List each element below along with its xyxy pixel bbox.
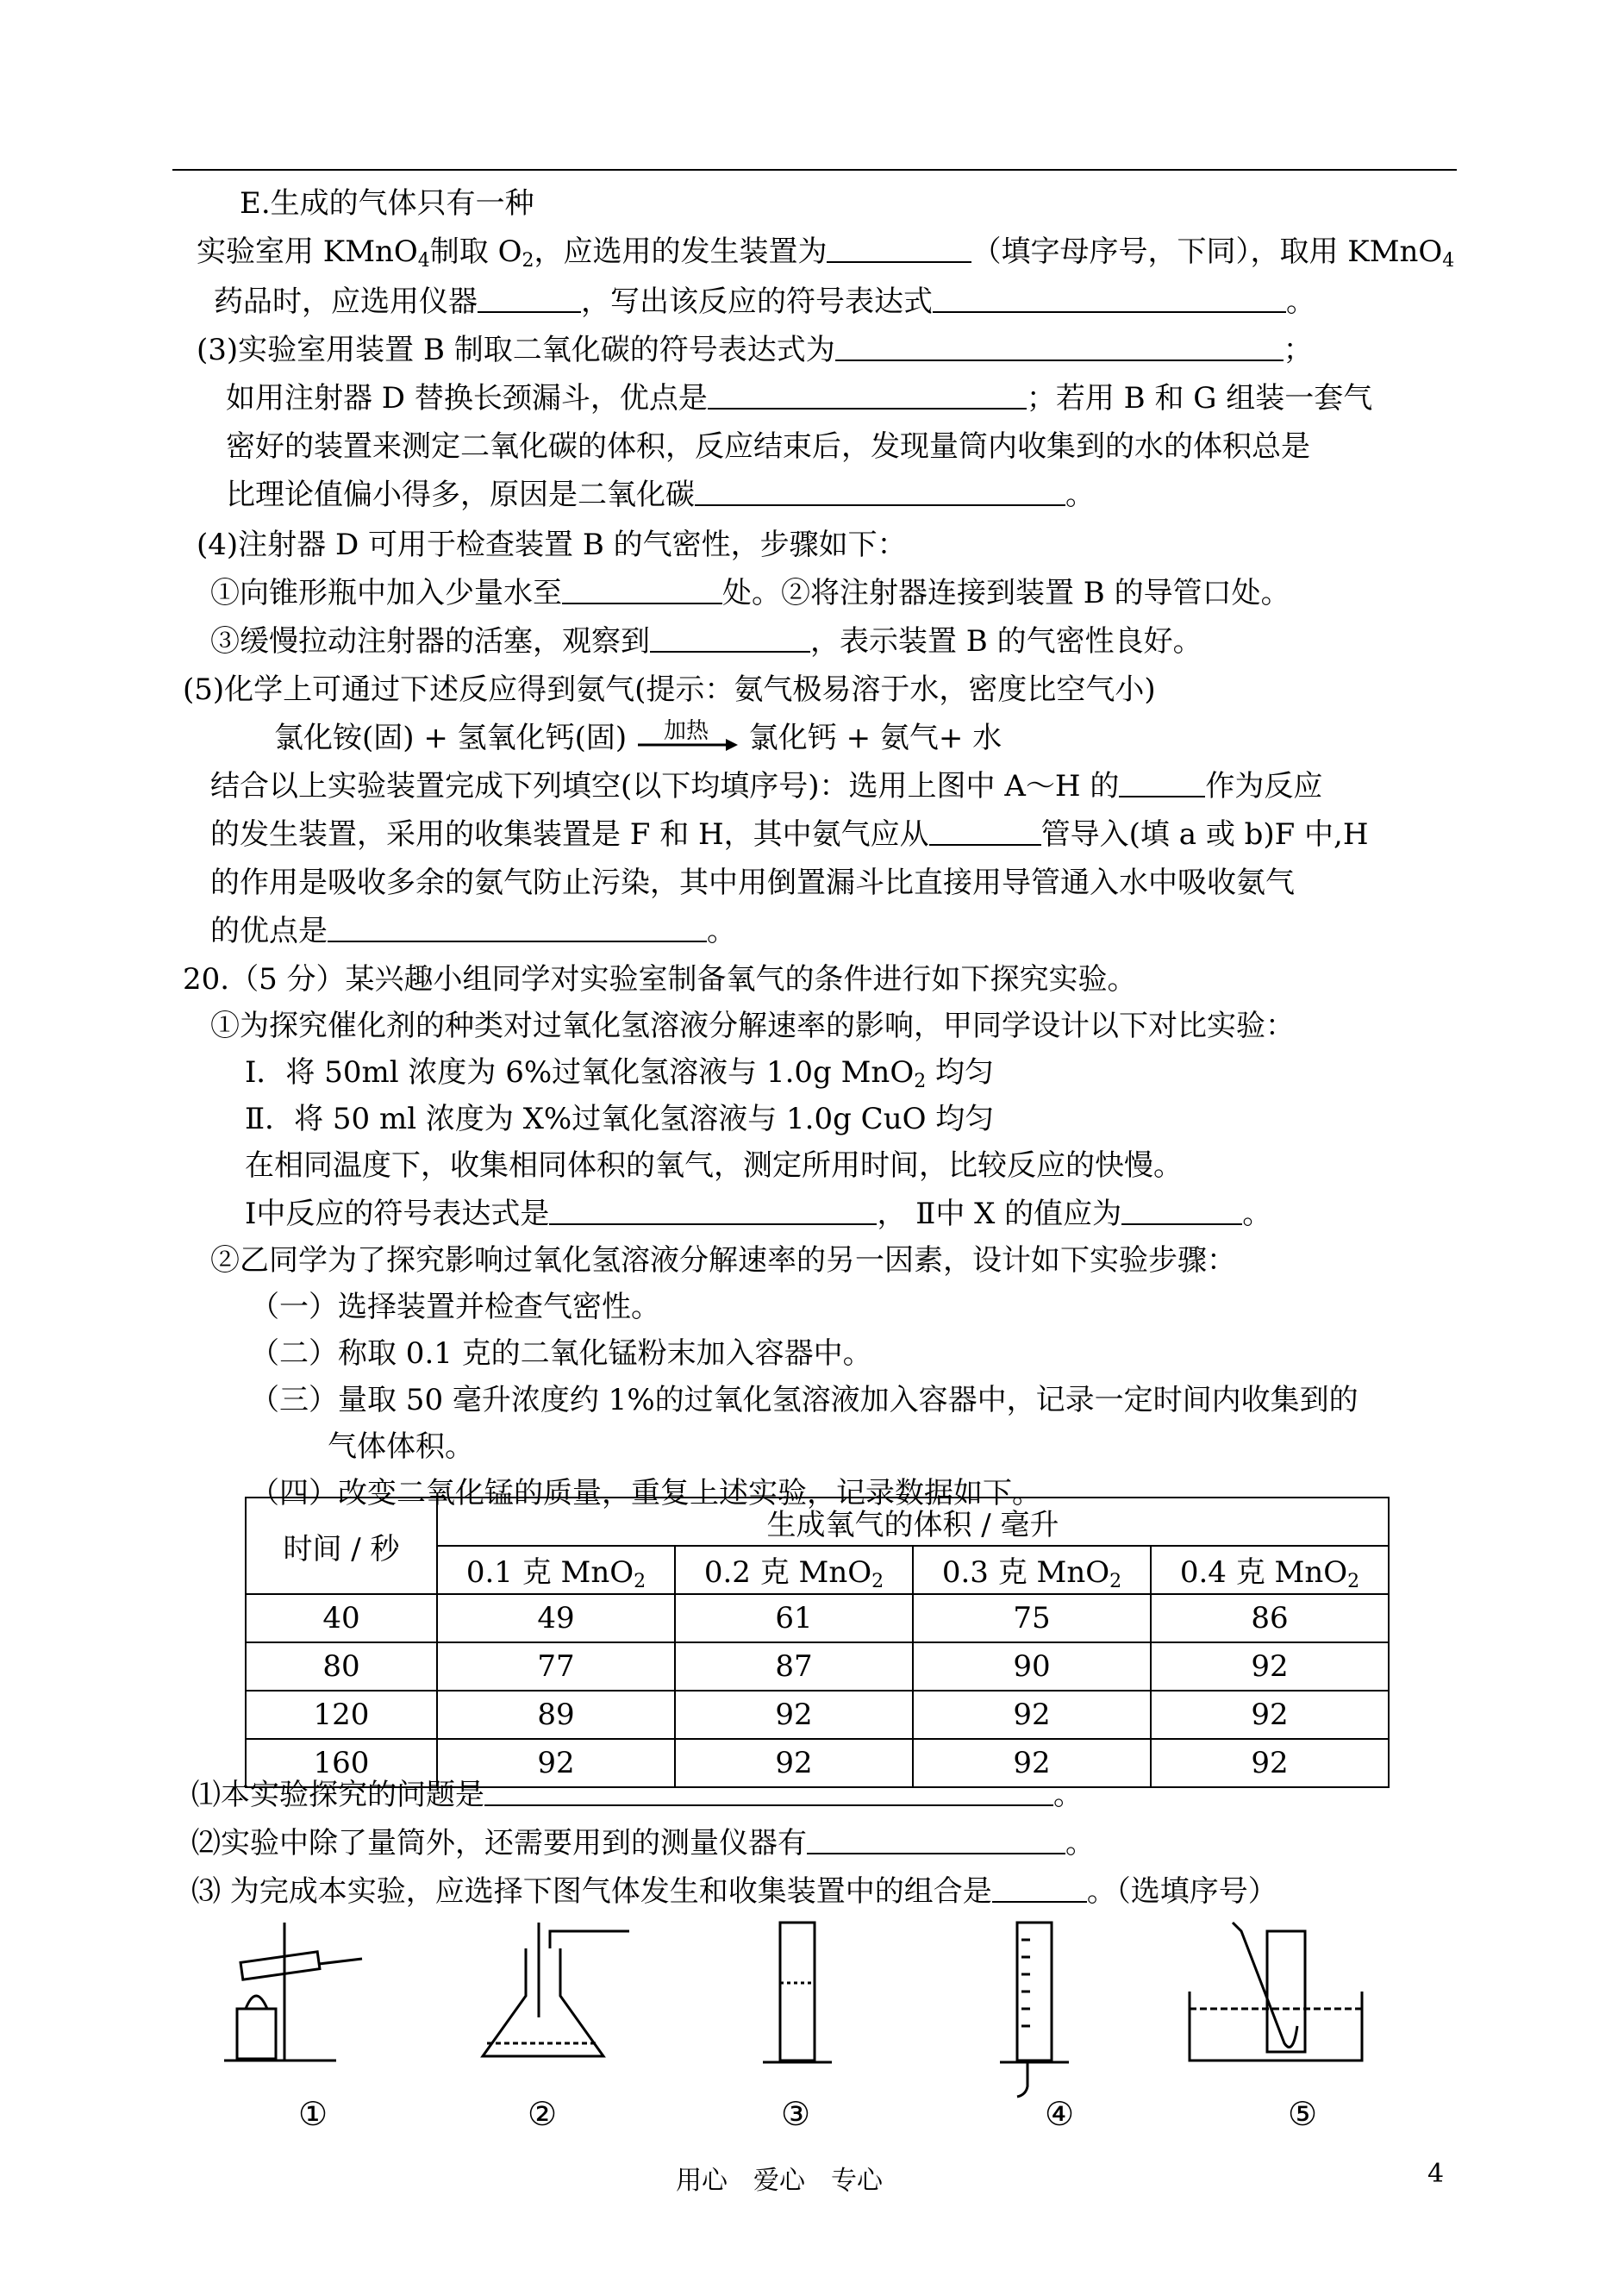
- apparatus-figure: [207, 1914, 1431, 2104]
- text: 。: [1286, 285, 1315, 319]
- experiment-2: Ⅱ．将 50 ml 浓度为 X%过氧化氢溶液与 1.0g CuO 均匀: [245, 1102, 995, 1136]
- products: 氯化钙 + 氨气+ 水: [748, 721, 1003, 755]
- step-3: （三）量取 50 毫升浓度约 1%的过氧化氢溶液加入容器中，记录一定时间内收集到的: [250, 1383, 1359, 1417]
- question-line: [210, 576, 1290, 610]
- table-row: [246, 1691, 1389, 1739]
- value-cell: 92: [913, 1739, 1151, 1787]
- question-line: [226, 478, 1095, 512]
- time-cell: 120: [246, 1691, 437, 1739]
- value-cell: 75: [913, 1594, 1151, 1642]
- answer-blank[interactable]: [933, 285, 1286, 313]
- text: 作为反应: [1205, 769, 1323, 804]
- value-cell: 92: [913, 1691, 1151, 1739]
- answer-blank[interactable]: [562, 577, 722, 604]
- subscript: 2: [522, 250, 534, 272]
- question-line: [226, 381, 1372, 416]
- text: ，表示装置 B 的气密性良好。: [810, 624, 1202, 659]
- subscript: 4: [1442, 250, 1455, 272]
- question-4: (4)注射器 D 可用于检查装置 B 的气密性，步骤如下：: [197, 528, 907, 562]
- apparatus-1: [224, 1923, 362, 2060]
- answer-blank[interactable]: [708, 382, 1027, 410]
- text: ⑴本实验探究的问题是: [191, 1778, 484, 1812]
- step-3-cont: 气体体积。: [328, 1429, 474, 1464]
- text: 如用注射器 D 替换长颈漏斗，优点是: [226, 381, 708, 416]
- apparatus-2: [483, 1923, 629, 2056]
- reaction-arrow: [636, 718, 740, 757]
- text: 。（选填序号）: [1086, 1874, 1277, 1909]
- data-table: [245, 1497, 1390, 1788]
- table-row: [246, 1594, 1389, 1642]
- value-cell: 89: [437, 1691, 675, 1739]
- time-cell: 80: [246, 1642, 437, 1691]
- value-cell: 92: [437, 1739, 675, 1787]
- text: ⑶ 为完成本实验，应选择下图气体发生和收集装置中的组合是: [191, 1874, 992, 1909]
- label-2: ②: [528, 2095, 558, 2133]
- question-kmno4-line: [197, 235, 1454, 278]
- answer-blank[interactable]: [1121, 1198, 1242, 1225]
- value-cell: 49: [437, 1594, 675, 1642]
- reaction-equation: [274, 718, 1003, 757]
- text: 。: [1053, 1778, 1083, 1812]
- page-number: 4: [1427, 2159, 1445, 2189]
- step-4: （四）改变二氧化锰的质量，重复上述实验，记录数据如下。: [250, 1476, 1041, 1510]
- text: 。: [1242, 1197, 1272, 1231]
- time-cell: 160: [246, 1739, 437, 1787]
- text: 药品时，应选用仪器: [214, 285, 478, 319]
- text: （填字母序号，下同），取用 KMnO: [971, 235, 1443, 269]
- text: 实验室用 KMnO: [197, 235, 418, 269]
- apparatus-4: [1000, 1923, 1069, 2097]
- apparatus-5: [1190, 1923, 1362, 2060]
- option-e: E.生成的气体只有一种: [240, 186, 534, 221]
- text: 。: [707, 914, 736, 948]
- text: 制取 O: [429, 235, 522, 269]
- question-5: (5)化学上可通过下述反应得到氨气(提示：氨气极易溶于水，密度比空气小): [183, 672, 1156, 707]
- text: ，写出该反应的符号表达式: [581, 285, 933, 319]
- answer-blank[interactable]: [328, 915, 707, 942]
- answer-blank[interactable]: [478, 285, 581, 313]
- apparatus-3: [763, 1923, 832, 2062]
- answer-blank[interactable]: [1119, 770, 1205, 797]
- time-header: 时间 / 秒: [246, 1498, 437, 1594]
- column-header: 0.2 克 MnO$_2$: [675, 1546, 913, 1594]
- subquestion-2: [191, 1826, 1095, 1860]
- answer-blank[interactable]: [807, 1827, 1065, 1854]
- text: (3)实验室用装置 B 制取二氧化碳的符号表达式为: [197, 333, 835, 367]
- question-line: [245, 1197, 1271, 1231]
- label-1: ①: [298, 2095, 328, 2133]
- text: 管导入(填 a 或 b)F 中,H: [1040, 817, 1369, 852]
- text: 均匀: [935, 1055, 995, 1090]
- text: 。: [1065, 478, 1095, 512]
- question-line: [210, 624, 1202, 659]
- text: 的优点是: [210, 914, 328, 948]
- value-cell: 92: [675, 1691, 913, 1739]
- answer-blank[interactable]: [835, 334, 1284, 361]
- column-header: 0.1 克 MnO$_2$: [437, 1546, 675, 1594]
- answer-blank[interactable]: [549, 1198, 877, 1225]
- value-cell: 92: [1151, 1642, 1389, 1691]
- answer-blank[interactable]: [992, 1875, 1087, 1903]
- value-cell: 92: [1151, 1691, 1389, 1739]
- text: 结合以上实验装置完成下列填空(以下均填序号)：选用上图中 A～H 的: [210, 769, 1120, 804]
- experiment-1: [245, 1055, 994, 1099]
- column-header: 0.4 克 MnO$_2$: [1151, 1546, 1389, 1594]
- answer-blank[interactable]: [695, 478, 1065, 506]
- question-line: [210, 817, 1369, 852]
- text: ；: [1283, 333, 1313, 367]
- text: Ⅰ．将 50ml 浓度为 6%过氧化氢溶液与 1.0g MnO: [245, 1055, 915, 1090]
- footer-motto: 用心 爱心 专心: [676, 2166, 883, 2196]
- label-3: ③: [781, 2095, 811, 2133]
- question-3: [197, 333, 1313, 367]
- arrow-label: 加热: [663, 718, 709, 744]
- reactants: 氯化铵(固) + 氢氧化钙(固): [274, 721, 628, 755]
- column-header: 0.3 克 MnO$_2$: [913, 1546, 1151, 1594]
- question-line: ②乙同学为了探究影响过氧化氢溶液分解速率的另一因素，设计如下实验步骤：: [210, 1243, 1236, 1278]
- text: ，应选用的发生装置为: [534, 235, 828, 269]
- text: Ⅰ中反应的符号表达式是: [245, 1197, 550, 1231]
- subscript: 4: [417, 250, 430, 272]
- time-cell: 40: [246, 1594, 437, 1642]
- text: 处。②将注射器连接到装置 B 的导管口处。: [722, 576, 1290, 610]
- value-cell: 92: [675, 1739, 913, 1787]
- subquestion-1: [191, 1778, 1083, 1812]
- table-row: [246, 1642, 1389, 1691]
- question-line: [214, 285, 1315, 319]
- question-line: ①为探究催化剂的种类对过氧化氢溶液分解速率的影响，甲同学设计以下对比实验：: [210, 1009, 1295, 1043]
- step-2: （二）称取 0.1 克的二氧化锰粉末加入容器中。: [250, 1336, 872, 1371]
- question-line: 在相同温度下，收集相同体积的氧气，测定所用时间，比较反应的快慢。: [245, 1148, 1183, 1183]
- text: ⑵实验中除了量筒外，还需要用到的测量仪器有: [191, 1826, 807, 1860]
- text: ， Ⅱ中 X 的值应为: [877, 1197, 1122, 1231]
- question-line: [210, 769, 1322, 804]
- value-cell: 77: [437, 1642, 675, 1691]
- text: ①向锥形瓶中加入少量水至: [210, 576, 562, 610]
- question-line: [210, 914, 736, 948]
- answer-blank[interactable]: [929, 818, 1041, 846]
- text: 比理论值偏小得多，原因是二氧化碳: [226, 478, 695, 512]
- label-4: ④: [1045, 2095, 1075, 2133]
- text: 。: [1065, 1826, 1095, 1860]
- value-cell: 87: [675, 1642, 913, 1691]
- text: ③缓慢拉动注射器的活塞，观察到: [210, 624, 650, 659]
- question-line: 的作用是吸收多余的氨气防止污染，其中用倒置漏斗比直接用导管通入水中吸收氨气: [210, 866, 1295, 900]
- question-20: 20.（5 分）某兴趣小组同学对实验室制备氧气的条件进行如下探究实验。: [183, 962, 1137, 997]
- value-cell: 92: [1151, 1739, 1389, 1787]
- text: ；若用 B 和 G 组装一套气: [1026, 381, 1373, 416]
- value-cell: 61: [675, 1594, 913, 1642]
- value-cell: 86: [1151, 1594, 1389, 1642]
- text: 的发生装置，采用的收集装置是 F 和 H，其中氨气应从: [210, 817, 929, 852]
- answer-blank[interactable]: [650, 625, 810, 653]
- question-line: 密好的装置来测定二氧化碳的体积，反应结束后，发现量筒内收集到的水的体积总是: [226, 429, 1310, 464]
- subquestion-3: [191, 1874, 1277, 1909]
- value-cell: 90: [913, 1642, 1151, 1691]
- subscript: 2: [914, 1071, 927, 1092]
- header-rule: [172, 169, 1457, 171]
- label-5: ⑤: [1288, 2095, 1318, 2133]
- answer-blank[interactable]: [827, 235, 971, 263]
- volume-header: 生成氧气的体积 / 毫升: [437, 1498, 1389, 1546]
- answer-blank[interactable]: [484, 1779, 1053, 1806]
- step-1: （一）选择装置并检查气密性。: [250, 1290, 660, 1324]
